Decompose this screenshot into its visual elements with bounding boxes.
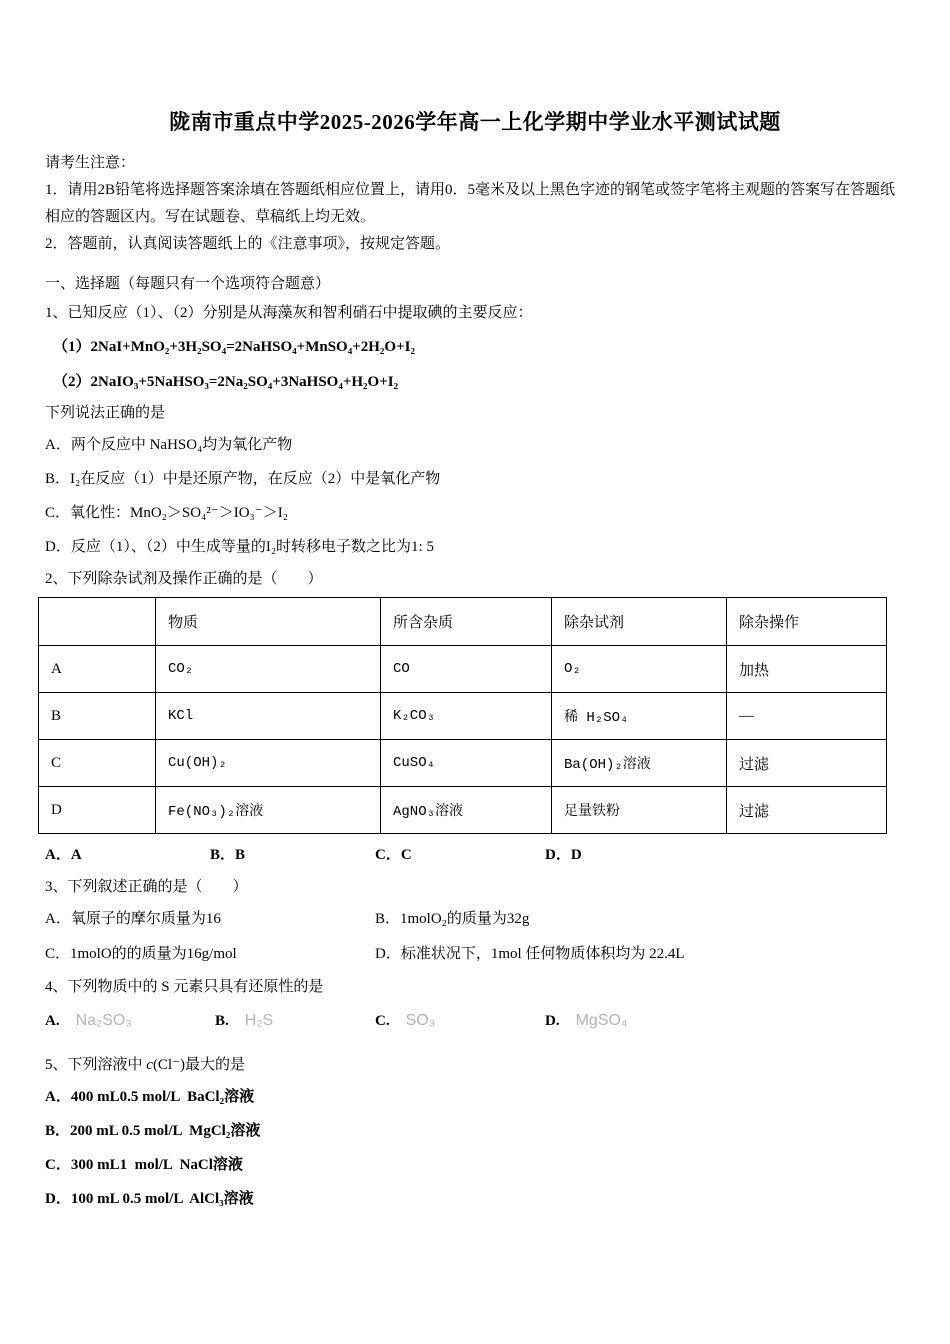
table-cell: CO₂ <box>156 646 381 693</box>
notice-item-1: 1．请用2B铅笔将选择题答案涂填在答题纸相应位置上，请用0．5毫米及以上黑色字迹的钢笔或签字笔将主观题的答案写在答题纸相应的答题区内。写在试题卷、草稿纸上均无效。 <box>45 182 896 225</box>
concentration-symbol: c <box>146 1057 153 1073</box>
table-cell: 加热 <box>727 646 887 693</box>
notice-block <box>45 150 905 258</box>
question-5-stem <box>45 1050 905 1080</box>
question-5-options <box>45 1080 905 1216</box>
table-cell: D <box>39 787 156 834</box>
table-cell: O₂ <box>552 646 727 693</box>
table-cell: 足量铁粉 <box>552 787 727 834</box>
purification-table <box>38 597 887 834</box>
notice-item-2: 2．答题前，认真阅读答题纸上的《注意事项》，按规定答题。 <box>45 236 451 252</box>
question-5 <box>45 1050 905 1216</box>
table-cell: B <box>39 693 156 740</box>
table-cell: 过滤 <box>727 787 887 834</box>
question-4-stem: 4、下列物质中的 S 元素只具有还原性的是 <box>45 979 324 995</box>
table-header-row <box>39 598 887 646</box>
question-5-option-c: C．300 mL1 mol/L NaCl溶液 <box>45 1157 243 1173</box>
table-header-cell: 所含杂质 <box>381 598 552 646</box>
table-row <box>39 740 887 787</box>
question-4-option-d <box>545 1012 627 1030</box>
question-1 <box>45 298 905 564</box>
table-cell: 稀 H₂SO₄ <box>552 693 727 740</box>
question-3-row-1 <box>45 902 905 937</box>
question-2 <box>45 564 905 872</box>
question-5-option-a: A．400 mL0.5 mol/L BaCl₂溶液 <box>45 1089 255 1105</box>
question-5-option-b: B．200 mL 0.5 mol/L MgCl₂溶液 <box>45 1123 261 1139</box>
table-cell: CuSO₄ <box>381 740 552 787</box>
question-3 <box>45 872 905 972</box>
question-4-option-c <box>375 1012 545 1030</box>
table-cell: K₂CO₃ <box>381 693 552 740</box>
table-header-cell: 除杂试剂 <box>552 598 727 646</box>
question-2-answer-b: B．B <box>210 847 246 863</box>
question-1-option-c: C．氧化性：MnO₂＞SO₄²⁻＞IO₃⁻＞I₂ <box>45 505 288 521</box>
question-3-option-b: B．1molO₂的质量为32g <box>375 911 530 927</box>
question-3-option-d: D．标准状况下，1mol 任何物质体积均为 22.4L <box>375 946 685 962</box>
section-heading: 一、选择题（每题只有一个选项符合题意） <box>45 276 331 292</box>
question-5-stem-suffix: (Cl⁻)最大的是 <box>152 1057 246 1073</box>
chemical-formula: MgSO₄ <box>575 1012 628 1029</box>
question-1-equation-1: （1）2NaI+MnO₂+3H₂SO₄=2NaHSO₄+MnSO₄+2H₂O+I₂ <box>53 339 415 355</box>
table-cell: 过滤 <box>727 740 887 787</box>
option-label: B. <box>215 1013 229 1029</box>
question-1-options <box>45 428 905 564</box>
question-5-option-d: D．100 mL 0.5 mol/L AlCl₃溶液 <box>45 1191 254 1207</box>
question-4-option-a <box>45 1012 215 1030</box>
table-row <box>39 787 887 834</box>
question-1-stem: 1、已知反应（1）、（2）分别是从海藻灰和智利硝石中提取碘的主要反应： <box>45 305 533 321</box>
question-3-stem: 3、下列叙述正确的是（ ） <box>45 879 248 895</box>
table-cell: A <box>39 646 156 693</box>
question-3-option-c: C．1molO的的质量为16g/mol <box>45 946 237 962</box>
question-4-options <box>45 1002 905 1050</box>
table-cell: Ba(OH)₂溶液 <box>552 740 727 787</box>
table-row <box>39 646 887 693</box>
table-cell: — <box>727 693 887 740</box>
question-4 <box>45 972 905 1050</box>
question-3-row-2 <box>45 937 905 972</box>
question-1-option-a: A．两个反应中 NaHSO₄均为氧化产物 <box>45 437 293 453</box>
table-header-cell: 物质 <box>156 598 381 646</box>
question-3-option-a: A．氧原子的摩尔质量为16 <box>45 911 221 927</box>
question-1-prompt: 下列说法正确的是 <box>45 405 166 421</box>
option-label: C. <box>375 1013 390 1029</box>
question-2-answer-d: D．D <box>545 847 582 863</box>
question-1-option-b: B．I₂在反应（1）中是还原产物，在反应（2）中是氧化产物 <box>45 471 441 487</box>
question-2-answer-c: C．C <box>375 847 412 863</box>
question-1-option-d: D．反应（1）、（2）中生成等量的I₂时转移电子数之比为1: 5 <box>45 539 434 555</box>
table-cell: KCl <box>156 693 381 740</box>
table-header-cell: 除杂操作 <box>727 598 887 646</box>
question-2-answer-choices <box>45 838 905 872</box>
table-header-cell <box>39 598 156 646</box>
option-label: A. <box>45 1013 60 1029</box>
question-4-option-b <box>215 1012 375 1030</box>
table-cell: Cu(OH)₂ <box>156 740 381 787</box>
chemical-formula: SO₃ <box>405 1012 436 1029</box>
question-5-stem-prefix: 5、下列溶液中 <box>45 1057 147 1073</box>
question-2-answer-a: A．A <box>45 847 82 863</box>
table-cell: Fe(NO₃)₂溶液 <box>156 787 381 834</box>
table-row <box>39 693 887 740</box>
table-cell: CO <box>381 646 552 693</box>
option-label: D. <box>545 1013 560 1029</box>
table-cell: AgNO₃溶液 <box>381 787 552 834</box>
page-title: 陇南市重点中学2025-2026学年高一上化学期中学业水平测试试题 <box>169 110 781 134</box>
question-2-stem: 2、下列除杂试剂及操作正确的是（ ） <box>45 571 323 587</box>
chemical-formula: Na₂SO₃ <box>75 1012 132 1029</box>
notice-heading: 请考生注意： <box>45 155 136 171</box>
question-1-equation-2: （2）2NaIO₃+5NaHSO₃=2Na₂SO₄+3NaHSO₄+H₂O+I₂ <box>53 374 399 390</box>
chemical-formula: H₂S <box>244 1012 274 1029</box>
table-cell: C <box>39 740 156 787</box>
